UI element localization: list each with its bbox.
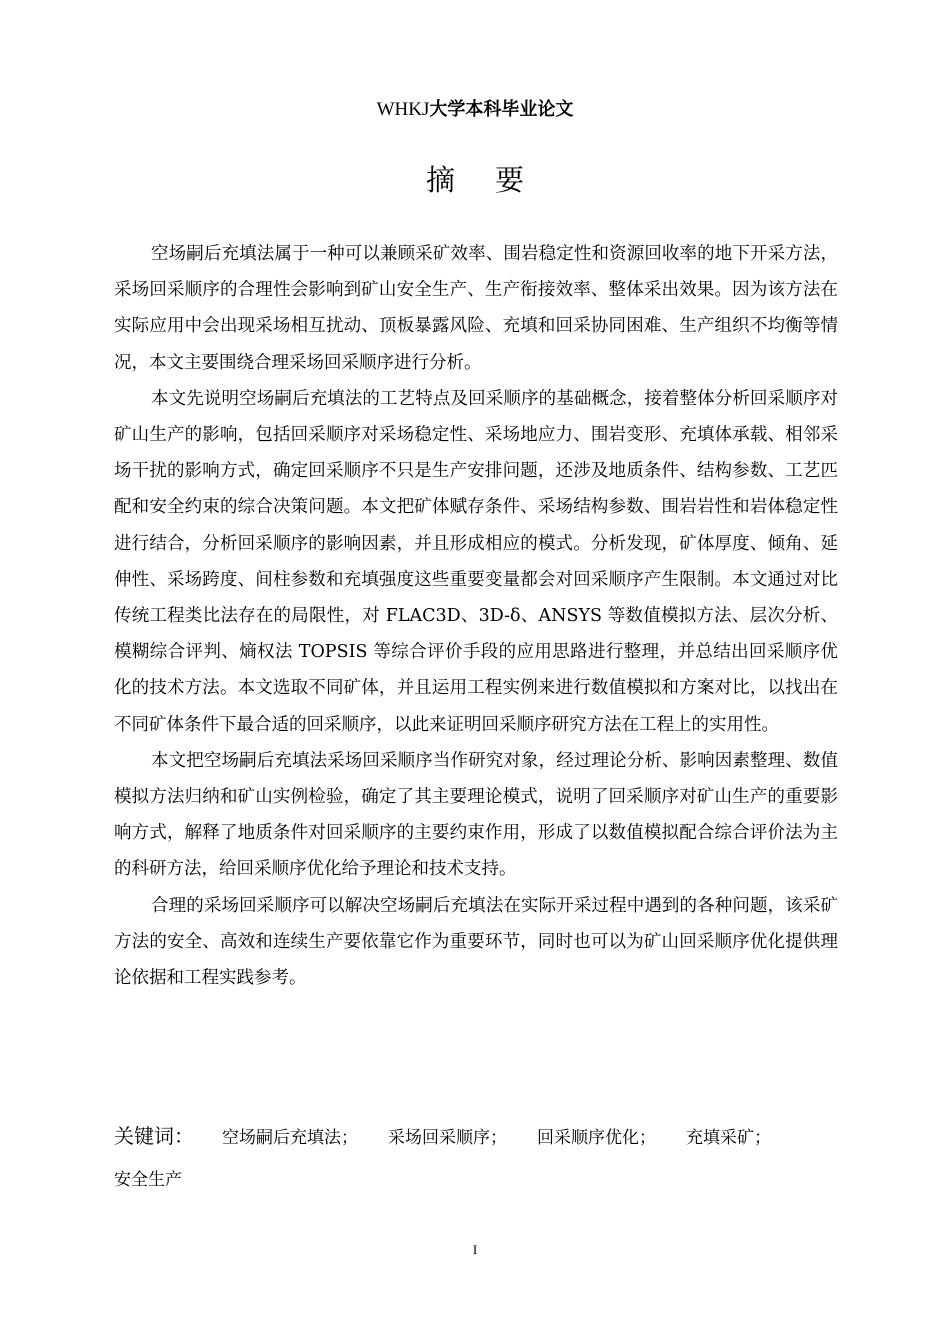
abstract-paragraph-3: 本文把空场嗣后充填法采场回采顺序当作研究对象，经过理论分析、影响因素整理、数值模拟方法归纳和矿山实例检验，确定了其主要理论模式，说明了回采顺序对矿山生产的重要影响方式，解释了地质条件对回采顺序的主要约束作用，形成了以数值模拟配合综合评价法为主的科研方法，给回采顺序优化给予理论和技术支持。	[114, 750, 838, 880]
page-number: I	[472, 1242, 478, 1257]
keyword-item: 回采顺序优化；	[537, 1128, 656, 1148]
abstract-paragraph-2: 本文先说明空场嗣后充填法的工艺特点及回采顺序的基础概念，接着整体分析回采顺序对矿山生产的影响，包括回采顺序对采场稳定性、采场地应力、围岩变形、充填体承载、相邻采场干扰的影响方式，确定回采顺序不只是生产安排问题，还涉及地质条件、结构参数、工艺匹配和安全约束的综合决策问题。本文把矿体赋存条件、采场结构参数、围岩岩性和岩体稳定性进行结合，分析回采顺序的影响因素，并且形成相应的模式。分析发现，矿体厚度、倾角、延伸性、采场跨度、间柱参数和充填强度这些重要变量都会对回采顺序产生限制。本文通过对比传统工程类比法存在的局限性，对 FLAC3D、3D-δ、ANSYS 等数值模拟方法、层次分析、模糊综合评判、熵权法 TOPSIS 等综合评价手段的应用思路进行整理，并总结出回采顺序优化的技术方法。本文选取不同矿体，并且运用工程实例来进行数值模拟和方案对比，以找出在不同矿体条件下最合适的回采顺序，以此来证明回采顺序研究方法在工程上的实用性。	[114, 388, 838, 735]
keyword-item: 充填采矿；	[686, 1128, 771, 1148]
abstract-paragraph-4: 合理的采场回采顺序可以解决空场嗣后充填法在实际开采过程中遇到的各种问题，该采矿方法的安全、高效和连续生产要依靠它作为重要环节，同时也可以为矿山回采顺序优化提供理论依据和工程实践参考。	[114, 895, 838, 989]
header-title: 大学本科毕业论文	[429, 99, 574, 120]
keyword-item: 空场嗣后充填法；	[222, 1128, 358, 1148]
header-prefix: WHKJ	[376, 99, 430, 120]
running-header	[0, 97, 950, 123]
abstract-body	[114, 236, 838, 996]
keywords-section	[114, 1118, 838, 1198]
keywords-label: 关键词：	[114, 1124, 194, 1148]
abstract-title: 摘要	[425, 163, 564, 197]
abstract-paragraph-1: 空场嗣后充填法属于一种可以兼顾采矿效率、围岩稳定性和资源回收率的地下开采方法，采场回采顺序的合理性会影响到矿山安全生产、生产衔接效率、整体采出效果。因为该方法在实际应用中会出现采场相互扰动、顶板暴露风险、充填和回采协同困难、生产组织不均衡等情况，本文主要围绕合理采场回采顺序进行分析。	[114, 244, 838, 373]
keyword-item: 安全生产	[114, 1170, 182, 1190]
keyword-item: 采场回采顺序；	[388, 1128, 507, 1148]
